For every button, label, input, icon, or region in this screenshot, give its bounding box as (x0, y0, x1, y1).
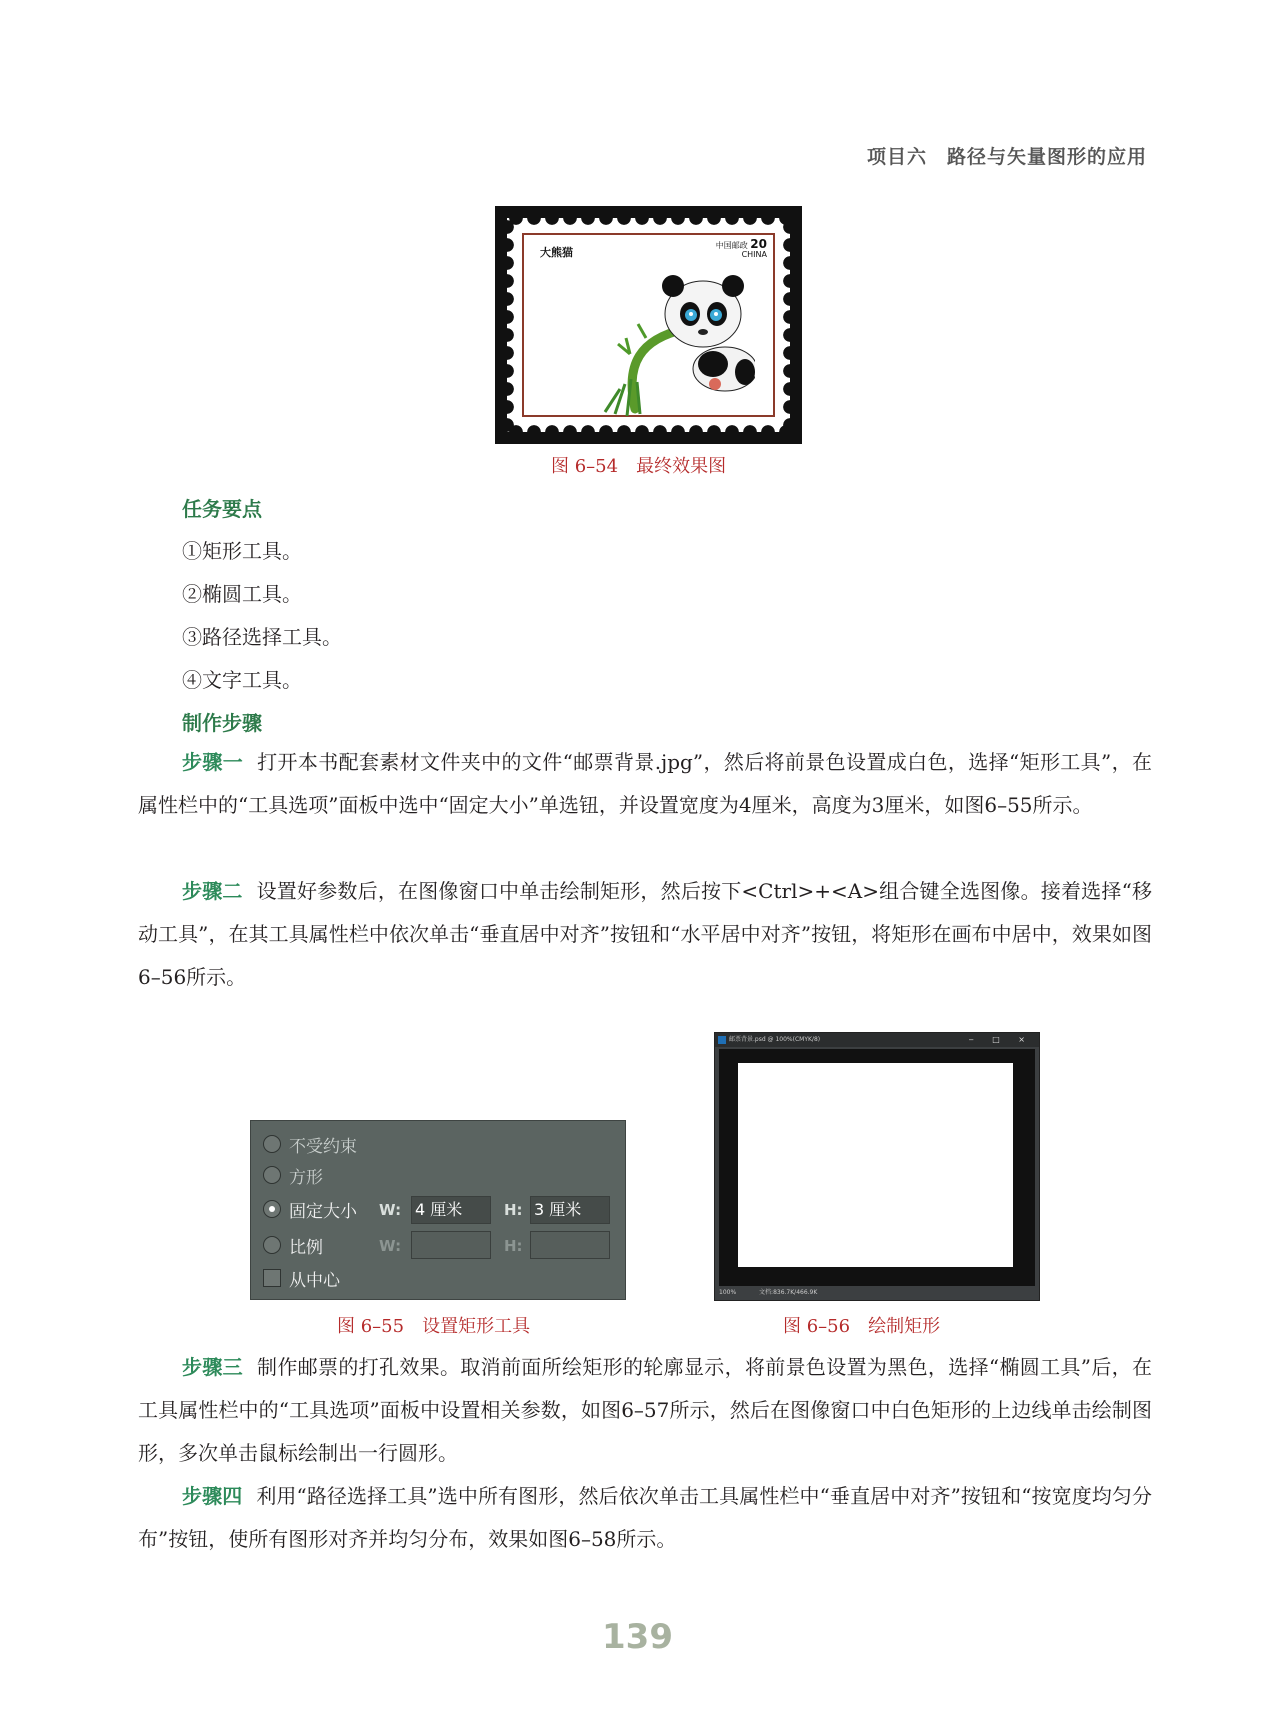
option-square[interactable]: 方形 (263, 1161, 323, 1189)
step-text: 设置好参数后，在图像窗口中单击绘制矩形，然后按下<Ctrl>+<A>组合键全选图像。接着选择“移动工具”，在其工具属性栏中依次单击“垂直居中对齐”按钮和“水平居中对齐”按钮，将矩形在画布中居中，效果如图6–56所示。 (138, 879, 1152, 989)
stamp-post-en: CHINA (741, 250, 767, 259)
stamp-perforation (507, 211, 790, 225)
step-label: 步骤一 (182, 750, 244, 774)
window-controls[interactable]: ‒ □ × (968, 1035, 1033, 1044)
rectangle-tool-options-panel (250, 1120, 626, 1300)
height-input[interactable]: 3 厘米 (530, 1196, 610, 1224)
figure-55-caption: 图 6–55 设置矩形工具 (337, 1316, 531, 1337)
stamp-perforation (507, 425, 790, 439)
window-title-bar (715, 1033, 1039, 1047)
step-text: 打开本书配套素材文件夹中的文件“邮票背景.jpg”，然后将前景色设置成白色，选择“矩形工具”，在属性栏中的“工具选项”面板中选中“固定大小”单选钮，并设置宽度为4厘米，高度为3厘米，如图6–55所示。 (138, 750, 1153, 817)
stamp-perforation (783, 218, 797, 432)
ratio-height-input[interactable] (530, 1231, 610, 1259)
task-point-item: ②椭圆工具。 (182, 582, 302, 606)
option-unconstrained[interactable]: 不受约束 (263, 1130, 357, 1158)
steps-heading: 制作步骤 (182, 711, 262, 735)
height-label: H: (504, 1201, 523, 1219)
task-point-item: ④文字工具。 (182, 668, 302, 692)
figure-54-caption: 图 6–54 最终效果图 (551, 456, 727, 477)
task-point-item: ①矩形工具。 (182, 539, 302, 563)
stamp-image (495, 206, 802, 444)
option-from-center[interactable]: 从中心 (263, 1264, 340, 1292)
panda-illustration (555, 244, 755, 419)
window-title: 邮票背景.psd @ 100%(CMYK/8) (729, 1036, 821, 1043)
step-label: 步骤二 (182, 879, 243, 903)
radio-icon[interactable] (263, 1236, 281, 1254)
ratio-height-label: H: (504, 1237, 523, 1255)
step-one-paragraph (138, 741, 1152, 827)
white-rectangle (738, 1063, 1013, 1267)
step-two-paragraph (138, 870, 1152, 999)
step-three-paragraph (138, 1346, 1152, 1475)
width-input[interactable]: 4 厘米 (411, 1196, 491, 1224)
stamp-perforation (500, 218, 514, 432)
checkbox-icon[interactable] (263, 1269, 281, 1287)
step-label: 步骤四 (182, 1484, 243, 1508)
option-proportional[interactable]: 比例 (263, 1231, 323, 1259)
width-label: W: (379, 1201, 402, 1219)
figure-56-caption: 图 6–56 绘制矩形 (783, 1316, 941, 1337)
stamp-value: 20 (750, 237, 767, 251)
radio-icon[interactable] (263, 1166, 281, 1184)
step-four-paragraph (138, 1475, 1152, 1561)
ratio-width-input[interactable] (411, 1231, 491, 1259)
task-points-heading: 任务要点 (182, 497, 262, 521)
step-label: 步骤三 (182, 1355, 243, 1379)
radio-selected-icon[interactable] (263, 1200, 281, 1218)
task-point-item: ③路径选择工具。 (182, 625, 342, 649)
status-bar (719, 1287, 1035, 1299)
page-number: 139 (602, 1617, 673, 1657)
ps-app-icon (718, 1036, 726, 1044)
radio-icon[interactable] (263, 1135, 281, 1153)
photoshop-document-window (714, 1032, 1040, 1301)
step-text: 制作邮票的打孔效果。取消前面所绘矩形的轮廓显示，将前景色设置为黑色，选择“椭圆工具”后，在工具属性栏中的“工具选项”面板中设置相关参数，如图6–57所示，然后在图像窗口中白色矩形的上边线单击绘制图形，多次单击鼠标绘制出一行圆形。 (138, 1355, 1153, 1465)
running-header: 项目六 路径与矢量图形的应用 (866, 146, 1147, 168)
ratio-width-label: W: (379, 1237, 402, 1255)
doc-size: 文档:836.7K/466.9K (759, 1289, 818, 1296)
option-fixed-size[interactable]: 固定大小 (263, 1195, 357, 1223)
canvas[interactable] (719, 1049, 1035, 1286)
zoom-level: 100% (719, 1289, 737, 1296)
stamp-post-name: 中国邮政 (715, 241, 748, 250)
stamp-name: 大熊猫 (540, 246, 573, 259)
step-text: 利用“路径选择工具”选中所有图形，然后依次单击工具属性栏中“垂直居中对齐”按钮和“按宽度均匀分布”按钮，使所有图形对齐并均匀分布，效果如图6–58所示。 (138, 1484, 1153, 1551)
